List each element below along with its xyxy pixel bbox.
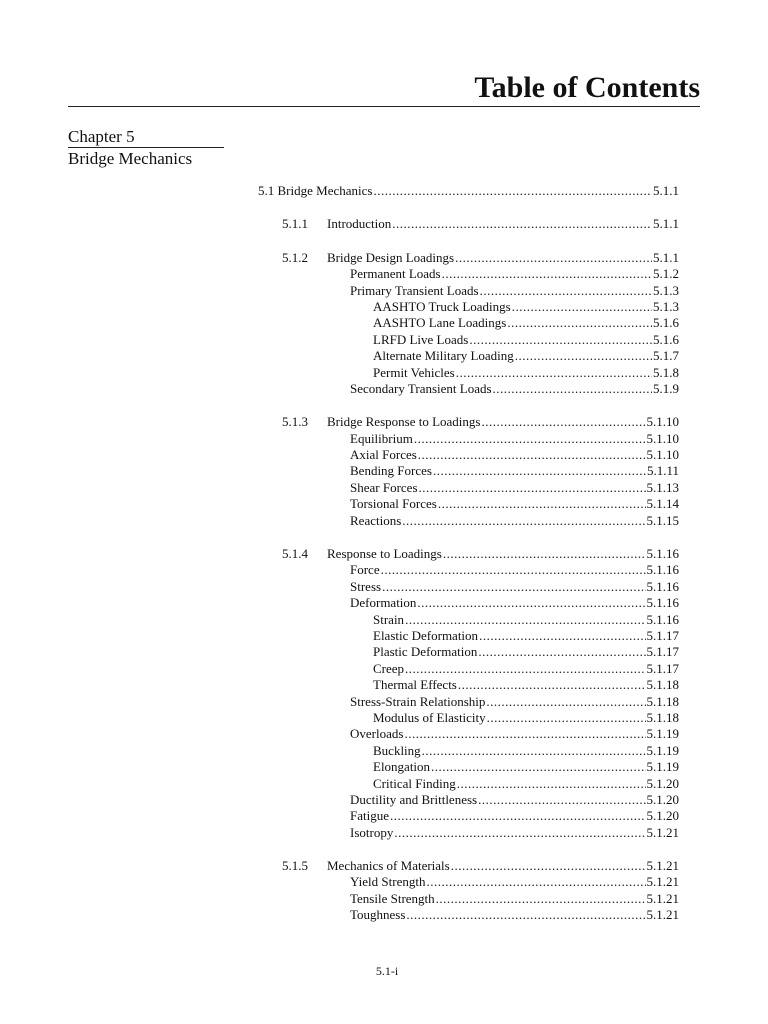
toc-leader-dots	[405, 661, 645, 677]
toc-entry-label: Toughness	[350, 907, 406, 923]
toc-entry-label: Introduction	[327, 216, 392, 232]
toc-page-number: 5.1.18	[646, 709, 679, 725]
toc-page-number: 5.1.16	[646, 595, 679, 611]
toc-entry[interactable]	[0, 365, 768, 381]
toc-entry-body	[350, 874, 679, 890]
toc-entry-body	[373, 348, 679, 364]
toc-entry-label: Buckling	[373, 742, 421, 758]
toc-entry-label: Stress	[350, 578, 382, 594]
toc-page-number: 5.1.21	[646, 907, 679, 923]
toc-page-number: 5.1.9	[653, 380, 679, 396]
toc-page-number: 5.1.3	[653, 298, 679, 314]
toc-page-number: 5.1.21	[646, 858, 679, 874]
toc-page-number: 5.1.20	[646, 775, 679, 791]
toc-page-number: 5.1.20	[646, 791, 679, 807]
toc-entry-label: Overloads	[350, 726, 404, 742]
toc-leader-dots	[478, 644, 645, 660]
toc-entry-body	[350, 792, 679, 808]
toc-entry[interactable]	[0, 332, 768, 348]
toc-page-number: 5.1.16	[646, 611, 679, 627]
toc-entry-label: Axial Forces	[350, 447, 417, 463]
toc-entry[interactable]	[0, 546, 768, 562]
toc-page-number: 5.1.17	[646, 660, 679, 676]
toc-entry-label: Stress-Strain Relationship	[350, 693, 486, 709]
toc-entry-label: Deformation	[350, 595, 417, 611]
toc-leader-dots	[480, 283, 652, 299]
toc-entry-label: LRFD Live Loads	[373, 331, 469, 347]
toc-entry-body	[327, 216, 679, 232]
toc-page-number: 5.1.6	[653, 315, 679, 331]
toc-page-number: 5.1.8	[653, 364, 679, 380]
toc-entry-body	[350, 595, 679, 611]
toc-page-number: 5.1.21	[646, 890, 679, 906]
toc-leader-dots	[382, 579, 645, 595]
toc-leader-dots	[438, 496, 646, 512]
toc-leader-dots	[443, 546, 646, 562]
toc-page-number: 5.1.1	[653, 183, 679, 198]
toc-entry-body	[350, 694, 679, 710]
toc-entry-body	[373, 661, 679, 677]
toc-entry[interactable]	[0, 183, 768, 199]
toc-page-number: 5.1.19	[646, 759, 679, 775]
toc-page-number: 5.1.17	[646, 627, 679, 643]
toc-entry-body	[373, 612, 679, 628]
toc-entry-label: Elongation	[373, 759, 431, 775]
toc-entry[interactable]	[0, 612, 768, 628]
toc-entry-label: AASHTO Lane Loadings	[373, 315, 507, 331]
toc-entry-body	[327, 546, 679, 562]
toc-entry-body	[373, 628, 679, 644]
toc-page-number: 5.1.3	[653, 282, 679, 298]
toc-page-number: 5.1.19	[646, 742, 679, 758]
toc-entry-label: Permanent Loads	[350, 266, 441, 282]
toc-entry[interactable]	[0, 644, 768, 660]
toc-entry-label: AASHTO Truck Loadings	[373, 298, 511, 314]
toc-leader-dots	[493, 381, 652, 397]
toc-page-number: 5.1.14	[646, 496, 679, 512]
toc-entry-body	[327, 414, 679, 430]
toc-entry-label: Reactions	[350, 512, 402, 528]
toc-entry[interactable]	[0, 447, 768, 463]
toc-entry[interactable]	[0, 628, 768, 644]
toc-page-number: 5.1.16	[646, 546, 679, 562]
toc-entry[interactable]	[0, 792, 768, 808]
toc-entry[interactable]	[0, 759, 768, 775]
toc-entry-body	[373, 710, 679, 726]
toc-page-number: 5.1.16	[646, 562, 679, 578]
toc-leader-dots	[390, 808, 646, 824]
toc-entry[interactable]	[0, 299, 768, 315]
toc-leader-dots	[418, 447, 646, 463]
toc-leader-dots	[406, 907, 645, 923]
toc-entry-label: Yield Strength	[350, 874, 426, 890]
toc-entry[interactable]	[0, 496, 768, 512]
toc-entry[interactable]	[0, 874, 768, 890]
toc-entry-label: Bridge Response to Loadings	[327, 414, 481, 430]
toc-leader-dots	[451, 858, 646, 874]
toc-entry-body	[373, 315, 679, 331]
toc-entry[interactable]	[0, 216, 768, 232]
toc-page-number: 5.1.20	[646, 808, 679, 824]
toc-page-number: 5.1.18	[646, 677, 679, 693]
toc-page-number: 5.1.2	[653, 266, 679, 282]
toc-leader-dots	[481, 414, 645, 430]
toc-page-number: 5.1.1	[653, 216, 679, 232]
toc-leader-dots	[486, 694, 645, 710]
toc-entry[interactable]	[0, 579, 768, 595]
toc-entry[interactable]	[0, 743, 768, 759]
toc-entry[interactable]	[0, 858, 768, 874]
toc-entry-body	[373, 365, 679, 381]
toc-entry-body	[350, 480, 679, 496]
toc-leader-dots	[405, 612, 645, 628]
toc-leader-dots	[402, 513, 645, 529]
toc-page-number: 5.1.17	[646, 644, 679, 660]
toc-entry-label: Thermal Effects	[373, 677, 457, 693]
toc-entry[interactable]	[0, 595, 768, 611]
toc-entry-body	[373, 743, 679, 759]
toc-leader-dots	[436, 891, 646, 907]
toc-entry[interactable]	[0, 480, 768, 496]
toc-entry-label: Equilibrium	[350, 430, 413, 446]
toc-entry-body	[350, 891, 679, 907]
toc-entry-label: Ductility and Brittleness	[350, 791, 478, 807]
toc-page-number: 5.1.10	[646, 447, 679, 463]
toc-leader-dots	[455, 250, 652, 266]
toc-page-number: 5.1.18	[646, 693, 679, 709]
toc-entry[interactable]	[0, 250, 768, 266]
toc-leader-dots	[426, 874, 645, 890]
toc-entry-body	[373, 759, 679, 775]
toc-entry[interactable]	[0, 694, 768, 710]
toc-leader-dots	[479, 628, 645, 644]
toc-entry[interactable]	[0, 463, 768, 479]
toc-entry-label: Permit Vehicles	[373, 364, 455, 380]
toc-entry[interactable]	[0, 677, 768, 693]
toc-entry-body	[327, 858, 679, 874]
toc-entry-label: Strain	[373, 611, 405, 627]
toc-entry[interactable]	[0, 808, 768, 824]
toc-page-number: 5.1.11	[646, 463, 679, 479]
toc-leader-dots	[414, 431, 646, 447]
toc-entry-body	[350, 579, 679, 595]
toc-leader-dots	[419, 480, 646, 496]
toc-entry[interactable]	[0, 726, 768, 742]
toc-entry-label: Torsional Forces	[350, 496, 437, 512]
toc-page-number: 5.1.1	[653, 249, 679, 265]
toc-entry[interactable]	[0, 381, 768, 397]
toc-entry-body	[327, 250, 679, 266]
page-number: 5.1-i	[375, 964, 399, 978]
toc-page-number: 5.1.19	[646, 726, 679, 742]
table-of-contents	[0, 183, 768, 924]
chapter-title: Bridge Mechanics	[68, 149, 193, 168]
toc-leader-dots	[487, 710, 646, 726]
toc-entry-label: Shear Forces	[350, 479, 418, 495]
toc-entry-label: Elastic Deformation	[373, 627, 479, 643]
toc-leader-dots	[458, 677, 646, 693]
toc-entry[interactable]	[0, 348, 768, 364]
toc-entry-body	[350, 562, 679, 578]
toc-entry-label: Response to Loadings	[327, 546, 442, 562]
toc-leader-dots	[381, 562, 646, 578]
toc-entry-body	[350, 825, 679, 841]
toc-entry[interactable]	[0, 907, 768, 923]
toc-page-number: 5.1.15	[646, 512, 679, 528]
toc-entry-body	[350, 907, 679, 923]
toc-entry-label: Force	[350, 562, 380, 578]
toc-page-number: 5.1.21	[646, 874, 679, 890]
toc-entry-body	[373, 299, 679, 315]
toc-section-number: 5.1.1	[282, 216, 308, 232]
toc-entry-label: Secondary Transient Loads	[350, 380, 492, 396]
toc-leader-dots	[515, 348, 652, 364]
toc-page-number: 5.1.10	[646, 414, 679, 430]
toc-leader-dots	[469, 332, 652, 348]
toc-entry-label: Fatigue	[350, 808, 389, 824]
toc-entry-label: Bridge Design Loadings	[327, 249, 455, 265]
toc-leader-dots	[512, 299, 652, 315]
page-title: Table of Contents	[474, 71, 700, 104]
toc-entry-label: Creep	[373, 660, 405, 676]
toc-entry-body	[350, 513, 679, 529]
toc-entry[interactable]	[0, 513, 768, 529]
toc-leader-dots	[507, 315, 652, 331]
toc-entry[interactable]	[0, 825, 768, 841]
toc-page-number: 5.1.13	[646, 479, 679, 495]
toc-entry[interactable]	[0, 266, 768, 282]
toc-section-number: 5.1.3	[282, 414, 308, 430]
toc-leader-dots	[457, 776, 646, 792]
toc-entry-label: Isotropy	[350, 824, 394, 840]
toc-section-number: 5.1.4	[282, 546, 308, 562]
toc-section-number: 5.1.2	[282, 249, 308, 265]
toc-entry-body	[373, 776, 679, 792]
toc-entry-body	[373, 332, 679, 348]
toc-entry-label: Plastic Deformation	[373, 644, 478, 660]
toc-entry-label: Bending Forces	[350, 463, 432, 479]
toc-entry-body	[258, 183, 679, 199]
toc-entry[interactable]	[0, 414, 768, 430]
toc-leader-dots	[442, 266, 652, 282]
toc-entry-body	[350, 431, 679, 447]
toc-page-number: 5.1.10	[646, 430, 679, 446]
chapter-divider	[68, 147, 224, 148]
toc-entry-label: Tensile Strength	[350, 890, 435, 906]
toc-leader-dots	[392, 216, 652, 232]
toc-entry-body	[350, 808, 679, 824]
toc-leader-dots	[394, 825, 645, 841]
title-divider	[68, 106, 700, 107]
toc-entry-label: Alternate Military Loading	[373, 348, 514, 364]
toc-entry-body	[350, 496, 679, 512]
toc-leader-dots	[433, 463, 646, 479]
toc-entry-body	[350, 463, 679, 479]
toc-page-number: 5.1.16	[646, 578, 679, 594]
toc-entry-label: 5.1 Bridge Mechanics	[258, 183, 373, 198]
toc-entry[interactable]	[0, 562, 768, 578]
chapter-label: Chapter 5	[68, 127, 135, 146]
toc-entry-label: Modulus of Elasticity	[373, 709, 486, 725]
toc-leader-dots	[422, 743, 646, 759]
toc-entry[interactable]	[0, 710, 768, 726]
toc-entry[interactable]	[0, 283, 768, 299]
toc-leader-dots	[417, 595, 645, 611]
toc-entry-body	[350, 726, 679, 742]
toc-entry[interactable]	[0, 431, 768, 447]
toc-entry-label: Mechanics of Materials	[327, 858, 450, 874]
toc-leader-dots	[404, 726, 645, 742]
toc-entry-body	[350, 447, 679, 463]
toc-entry[interactable]	[0, 661, 768, 677]
toc-section-number: 5.1.5	[282, 858, 308, 874]
toc-leader-dots	[478, 792, 645, 808]
toc-entry-body	[350, 283, 679, 299]
toc-entry-body	[373, 644, 679, 660]
toc-entry-label: Primary Transient Loads	[350, 282, 479, 298]
toc-leader-dots	[456, 365, 652, 381]
toc-entry[interactable]	[0, 315, 768, 331]
toc-page-number: 5.1.7	[653, 348, 679, 364]
toc-entry-body	[350, 266, 679, 282]
toc-entry[interactable]	[0, 891, 768, 907]
toc-entry-label: Critical Finding	[373, 775, 456, 791]
toc-entry-body	[373, 677, 679, 693]
toc-page-number: 5.1.6	[653, 331, 679, 347]
toc-entry[interactable]	[0, 776, 768, 792]
toc-leader-dots	[431, 759, 645, 775]
toc-entry-body	[350, 381, 679, 397]
toc-leader-dots	[373, 183, 652, 199]
toc-page-number: 5.1.21	[646, 824, 679, 840]
